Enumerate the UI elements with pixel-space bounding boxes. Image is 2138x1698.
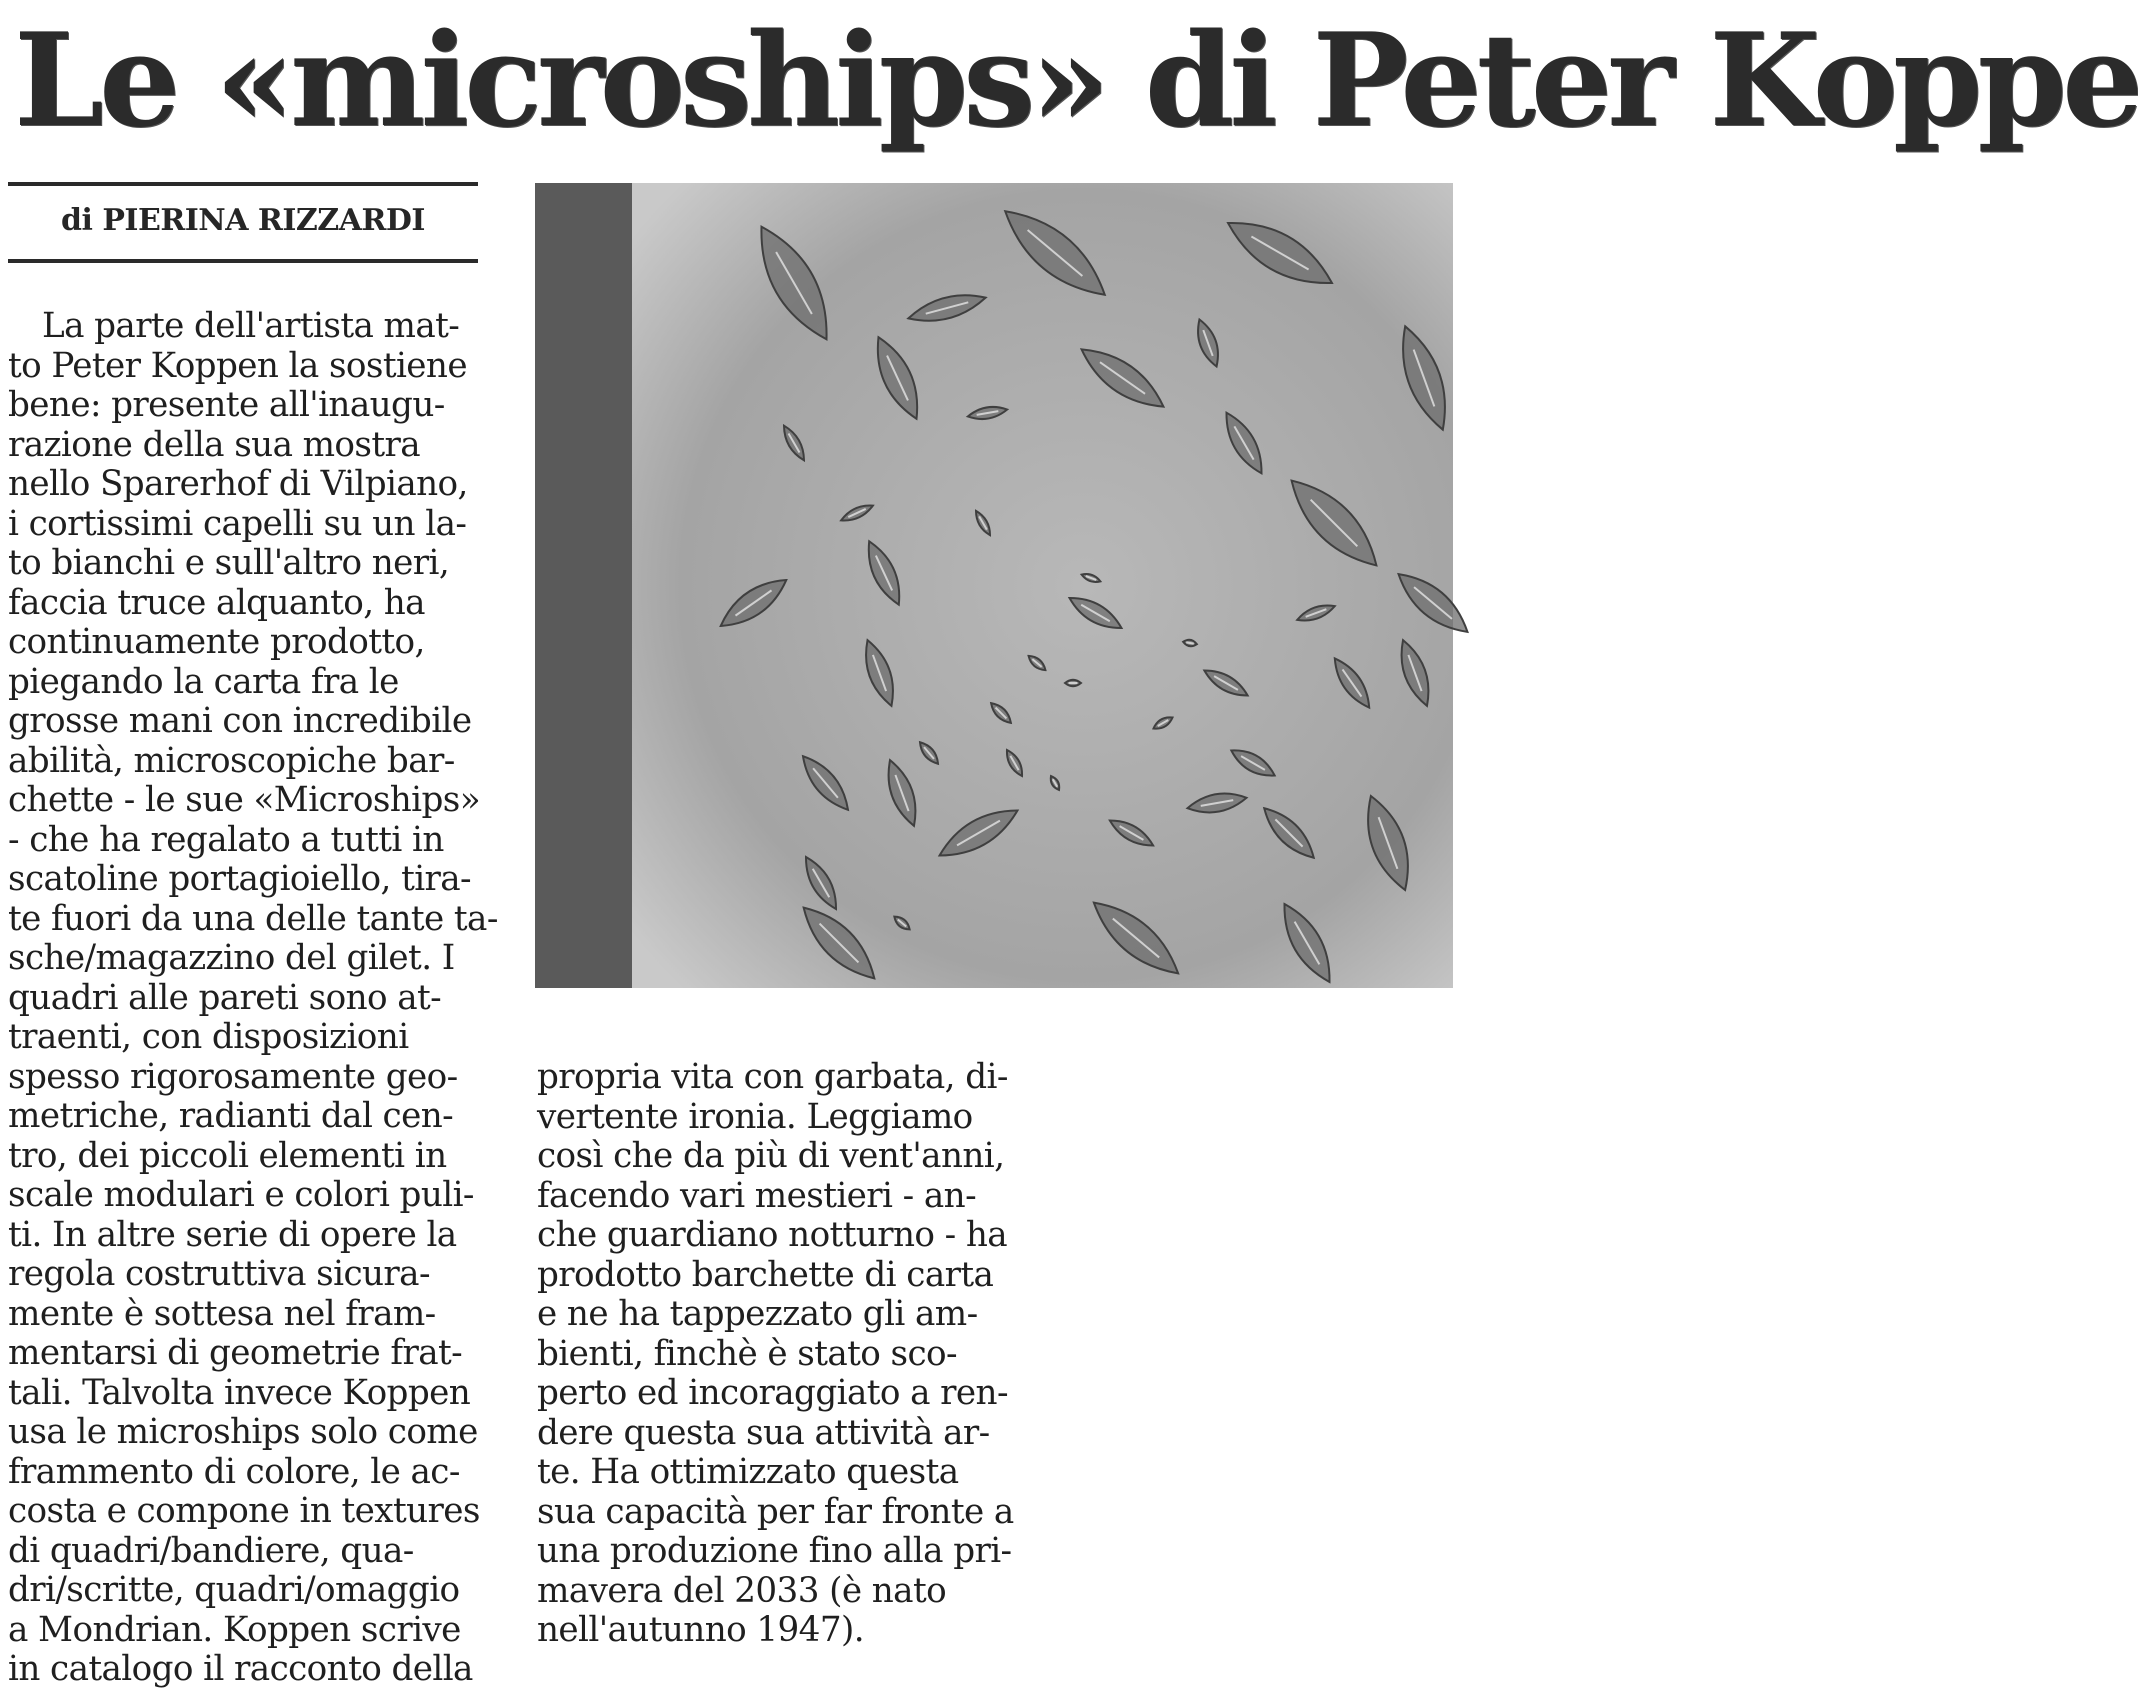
article-line: scatoline portagioiello, tira- <box>8 859 472 899</box>
article-line: di quadri/bandiere, qua- <box>8 1530 414 1571</box>
article-line: bene: presente all'inaugu- <box>8 385 445 425</box>
article-line: faccia truce alquanto, ha <box>8 582 425 623</box>
article-line: tro, dei piccoli elementi in <box>8 1135 447 1176</box>
byline: di PIERINA RIZZARDI <box>61 203 425 238</box>
article-line: prodotto barchette di carta <box>537 1254 994 1295</box>
article-line: dere questa sua attività ar- <box>537 1412 990 1453</box>
article-line: to bianchi e sull'altro neri, <box>8 543 450 583</box>
article-line: mente è sottesa nel fram- <box>8 1293 436 1334</box>
artwork-photo <box>535 183 1453 988</box>
article-line: vertente ironia. Leggiamo <box>537 1096 973 1137</box>
article-line: sche/magazzino del gilet. I <box>8 938 455 978</box>
article-line: nell'autunno 1947). <box>537 1610 864 1650</box>
article-line: a Mondrian. Koppen scrive <box>8 1609 461 1650</box>
article-column-2 <box>537 1058 1015 1651</box>
article-line: ti. In altre serie di opere la <box>8 1214 457 1255</box>
article-line: mavera del 2033 (è nato <box>537 1570 947 1611</box>
article-line: piegando la carta fra le <box>8 661 399 702</box>
article-line: una produzione fino alla pri- <box>537 1531 1012 1571</box>
article-line: mentarsi di geometrie frat- <box>8 1333 463 1373</box>
byline-rule-bottom <box>8 259 478 263</box>
microships-artwork-image <box>535 183 1453 988</box>
article-line: te fuori da una delle tante ta- <box>8 898 498 939</box>
article-line: metriche, radianti dal cen- <box>8 1096 454 1136</box>
article-column-1 <box>8 306 498 1690</box>
photo-frame-edge <box>535 183 632 988</box>
article-line: abilità, microscopiche bar- <box>8 740 455 781</box>
article-line: tali. Talvolta invece Koppen <box>8 1372 471 1413</box>
article-line: to Peter Koppen la sostiene <box>8 345 467 386</box>
article-line: continuamente prodotto, <box>8 622 425 662</box>
article-line: grosse mani con incredibile <box>8 701 472 741</box>
article-line: dri/scritte, quadri/omaggio <box>8 1570 460 1610</box>
article-line: traenti, con disposizioni <box>8 1017 409 1057</box>
article-line: sua capacità per far fronte a <box>537 1491 1014 1532</box>
article-line: te. Ha ottimizzato questa <box>537 1452 959 1492</box>
article-line: La parte dell'artista mat- <box>42 306 460 346</box>
article-line: frammento di colore, le ac- <box>8 1451 460 1492</box>
article-line: razione della sua mostra <box>8 424 421 465</box>
article-line: usa le microships solo come <box>8 1412 478 1452</box>
article-line: chette - le sue «Microships» <box>8 780 481 820</box>
article-line: i cortissimi capelli su un la- <box>8 503 467 544</box>
article-line: spesso rigorosamente geo- <box>8 1056 458 1097</box>
paper-boat-fold <box>1186 642 1194 643</box>
article-line: facendo vari mestieri - an- <box>537 1175 977 1216</box>
photo-canvas <box>632 183 1453 988</box>
article-line: propria vita con garbata, di- <box>537 1057 1008 1097</box>
headline: Le «microships» di Peter Koppe <box>14 6 2138 156</box>
article-line: scale modulari e colori puli- <box>8 1175 474 1215</box>
article-line: regola costruttiva sicura- <box>8 1254 430 1294</box>
article-line: così che da più di vent'anni, <box>537 1136 1005 1176</box>
article-line: in catalogo il racconto della <box>8 1649 473 1689</box>
article-line: perto ed incoraggiato a ren- <box>537 1373 1008 1413</box>
article-line: e ne ha tappezzato gli am- <box>537 1294 978 1334</box>
article-line: quadri alle pareti sono at- <box>8 977 442 1018</box>
article-line: nello Sparerhof di Vilpiano, <box>8 464 468 504</box>
article-line: che guardiano notturno - ha <box>537 1215 1008 1255</box>
article-line: bienti, finchè è stato sco- <box>537 1333 957 1374</box>
article-line: costa e compone in textures <box>8 1491 480 1531</box>
byline-rule-top <box>8 182 478 186</box>
article-line: - che ha regalato a tutti in <box>8 819 444 860</box>
